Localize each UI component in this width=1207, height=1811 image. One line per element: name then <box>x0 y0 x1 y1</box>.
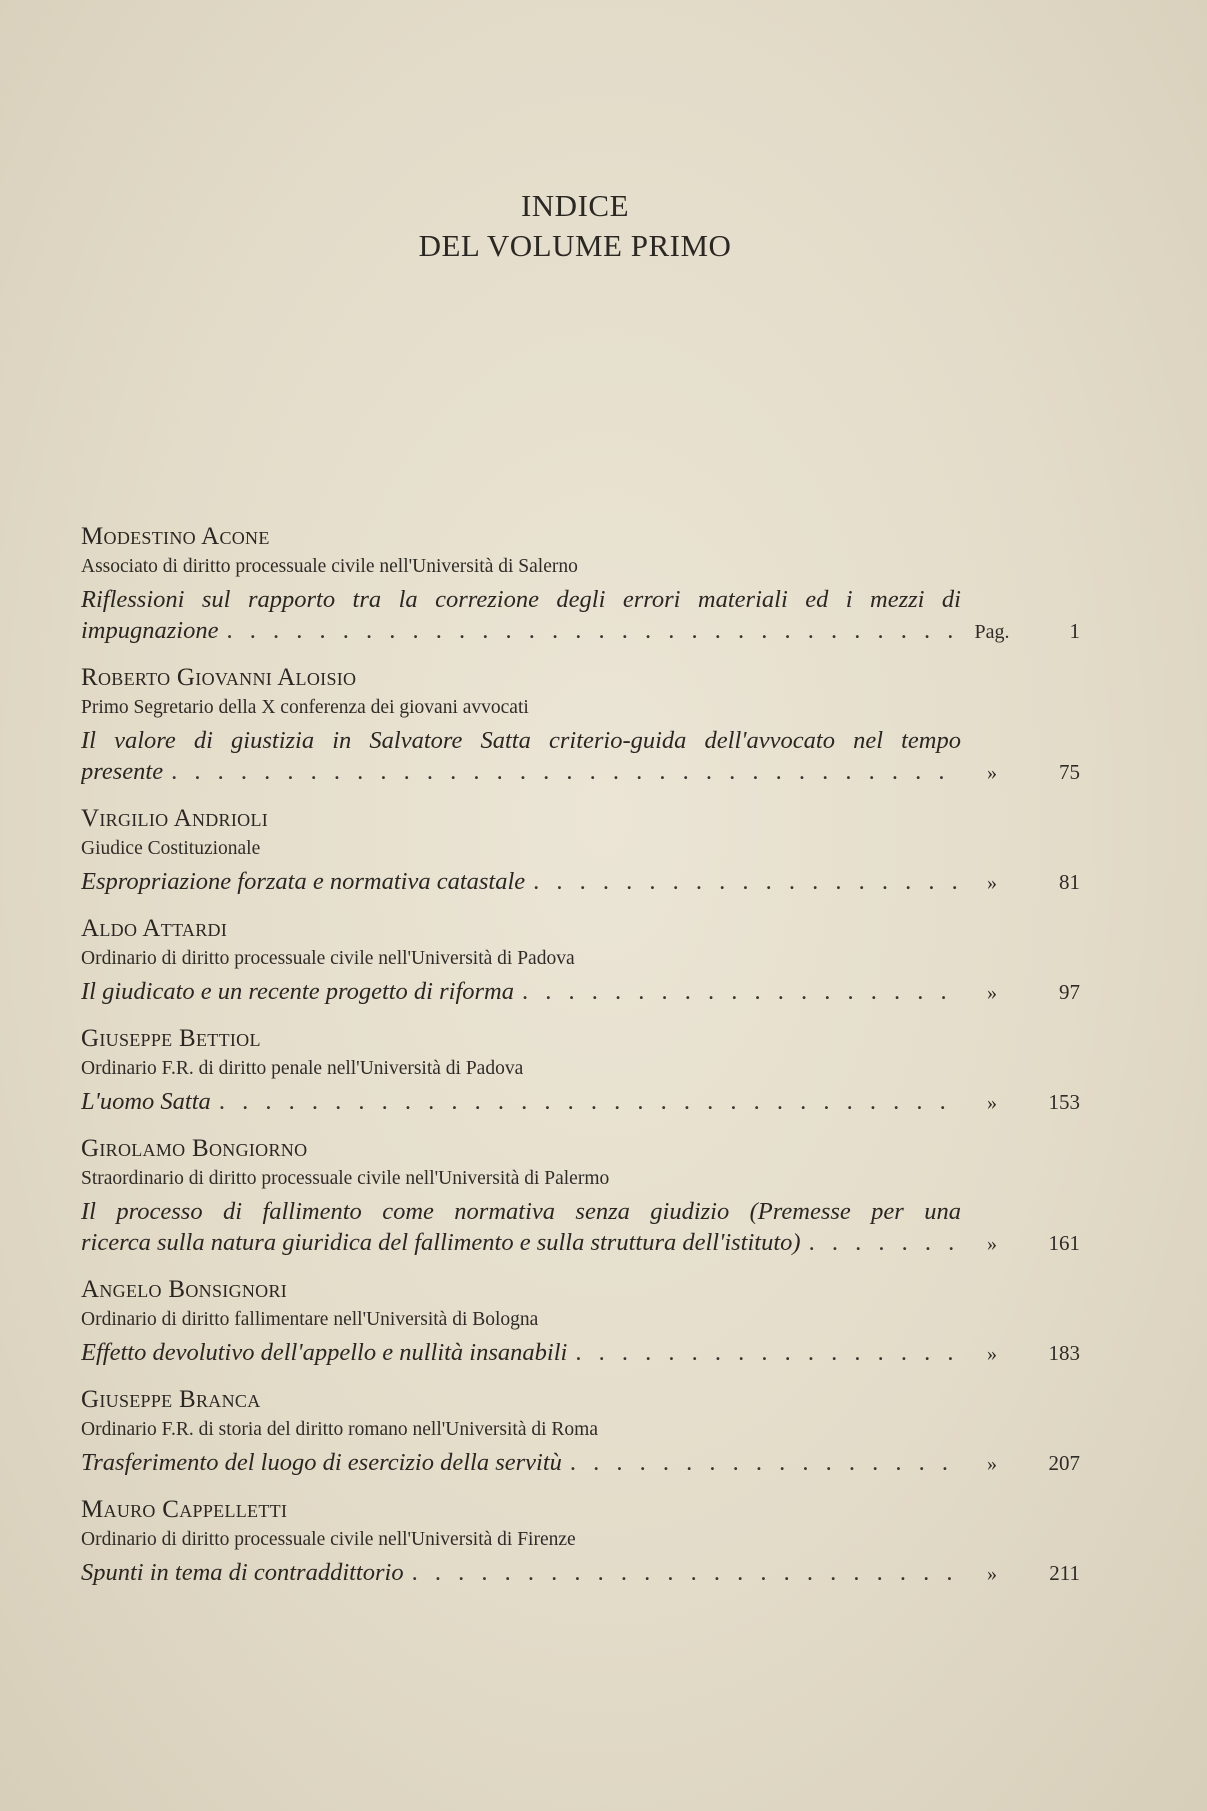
entry-title-line: Il processo di fallimento come normativa senza giudizio (Premesse per una <box>81 1198 961 1225</box>
page-number: 97 <box>1059 980 1080 1004</box>
page-title <box>0 186 1150 266</box>
entry-title-line: Il valore di giustizia in Salvatore Satta criterio-guida dell'avvocato nel tempo <box>81 727 961 754</box>
dot-leader <box>522 976 961 1007</box>
toc-entry <box>81 1023 1080 1119</box>
entry-title-row <box>81 1557 1080 1590</box>
entry-title-row <box>81 1227 1080 1260</box>
entry-title-row <box>81 976 1080 1009</box>
toc-entry <box>81 1384 1080 1480</box>
page-number: 161 <box>1048 1231 1080 1255</box>
ditto-mark: » <box>987 1563 997 1585</box>
entry-affiliation: Ordinario di diritto processuale civile nell'Università di Padova <box>81 948 575 969</box>
page-number: 75 <box>1059 760 1080 784</box>
entry-title-row <box>81 756 1080 789</box>
toc-entry <box>81 803 1080 899</box>
page-title-line-1: INDICE <box>520 188 630 223</box>
dot-leader <box>575 1337 961 1368</box>
entry-affiliation: Straordinario di diritto processuale civile nell'Università di Palermo <box>81 1168 610 1189</box>
page-title-line-2: DEL VOLUME PRIMO <box>418 228 732 263</box>
entry-affiliation: Ordinario di diritto processuale civile nell'Università di Firenze <box>81 1529 576 1550</box>
ditto-mark: » <box>987 1453 997 1475</box>
ditto-mark: » <box>987 872 997 894</box>
ditto-mark: » <box>987 982 997 1004</box>
dot-leader <box>412 1557 961 1588</box>
entry-title-row <box>81 1447 1080 1480</box>
page-label: Pag. <box>974 621 1010 643</box>
entry-title-line: Espropriazione forzata e normativa catastale <box>81 868 526 895</box>
dot-leader <box>809 1227 961 1258</box>
page-number: 153 <box>1048 1090 1080 1114</box>
dot-leader <box>219 1086 961 1117</box>
entry-title-line: Il giudicato e un recente progetto di riforma <box>81 978 514 1005</box>
entry-title-row <box>81 615 1080 648</box>
toc-entry <box>81 1494 1080 1590</box>
page-number: 207 <box>1048 1451 1080 1475</box>
entry-author: Giuseppe Branca <box>81 1386 261 1413</box>
entry-author: Virgilio Andrioli <box>81 805 269 832</box>
ditto-mark: » <box>987 762 997 784</box>
entry-title-row <box>81 1086 1080 1119</box>
entry-author: Angelo Bonsignori <box>81 1276 288 1303</box>
entry-title-line: ricerca sulla natura giuridica del fallimento e sulla struttura dell'istituto) <box>81 1229 801 1256</box>
entry-author: Girolamo Bongiorno <box>81 1135 308 1162</box>
page-number: 1 <box>1069 619 1080 643</box>
ditto-mark: » <box>987 1343 997 1365</box>
table-of-contents <box>81 521 1080 1604</box>
entry-affiliation: Giudice Costituzionale <box>81 838 261 859</box>
ditto-mark: » <box>987 1233 997 1255</box>
page-number: 211 <box>1049 1561 1080 1585</box>
entry-author: Roberto Giovanni Aloisio <box>81 664 357 691</box>
entry-affiliation: Primo Segretario della X conferenza dei giovani avvocati <box>81 697 529 718</box>
toc-entry <box>81 913 1080 1009</box>
entry-title-line: Spunti in tema di contraddittorio <box>81 1559 404 1586</box>
dot-leader <box>533 866 961 897</box>
entry-affiliation: Ordinario di diritto fallimentare nell'Università di Bologna <box>81 1309 539 1330</box>
entry-title-row <box>81 866 1080 899</box>
entry-author: Giuseppe Bettiol <box>81 1025 261 1052</box>
entry-title-line: presente <box>81 758 164 785</box>
entry-author: Mauro Cappelletti <box>81 1496 288 1523</box>
entry-author: Aldo Attardi <box>81 915 228 942</box>
page-number: 81 <box>1059 870 1080 894</box>
entry-title-line: L'uomo Satta <box>81 1088 211 1115</box>
toc-entry <box>81 1133 1080 1260</box>
entry-author: Modestino Acone <box>81 523 270 550</box>
entry-title-row <box>81 1337 1080 1370</box>
dot-leader <box>226 615 961 646</box>
page-number: 183 <box>1048 1341 1080 1365</box>
entry-title-line: impugnazione <box>81 617 219 644</box>
ditto-mark: » <box>987 1092 997 1114</box>
entry-title-line: Effetto devolutivo dell'appello e nullità insanabili <box>81 1339 568 1366</box>
dot-leader <box>171 756 961 787</box>
entry-affiliation: Ordinario F.R. di diritto penale nell'Università di Padova <box>81 1058 524 1079</box>
dot-leader <box>570 1447 961 1478</box>
toc-entry <box>81 662 1080 789</box>
entry-affiliation: Associato di diritto processuale civile nell'Università di Salerno <box>81 556 578 577</box>
toc-entry <box>81 521 1080 648</box>
entry-title-line: Riflessioni sul rapporto tra la correzione degli errori materiali ed i mezzi di <box>81 586 961 613</box>
entry-title-line: Trasferimento del luogo di esercizio della servitù <box>81 1449 562 1476</box>
entry-affiliation: Ordinario F.R. di storia del diritto romano nell'Università di Roma <box>81 1419 598 1440</box>
toc-entry <box>81 1274 1080 1370</box>
